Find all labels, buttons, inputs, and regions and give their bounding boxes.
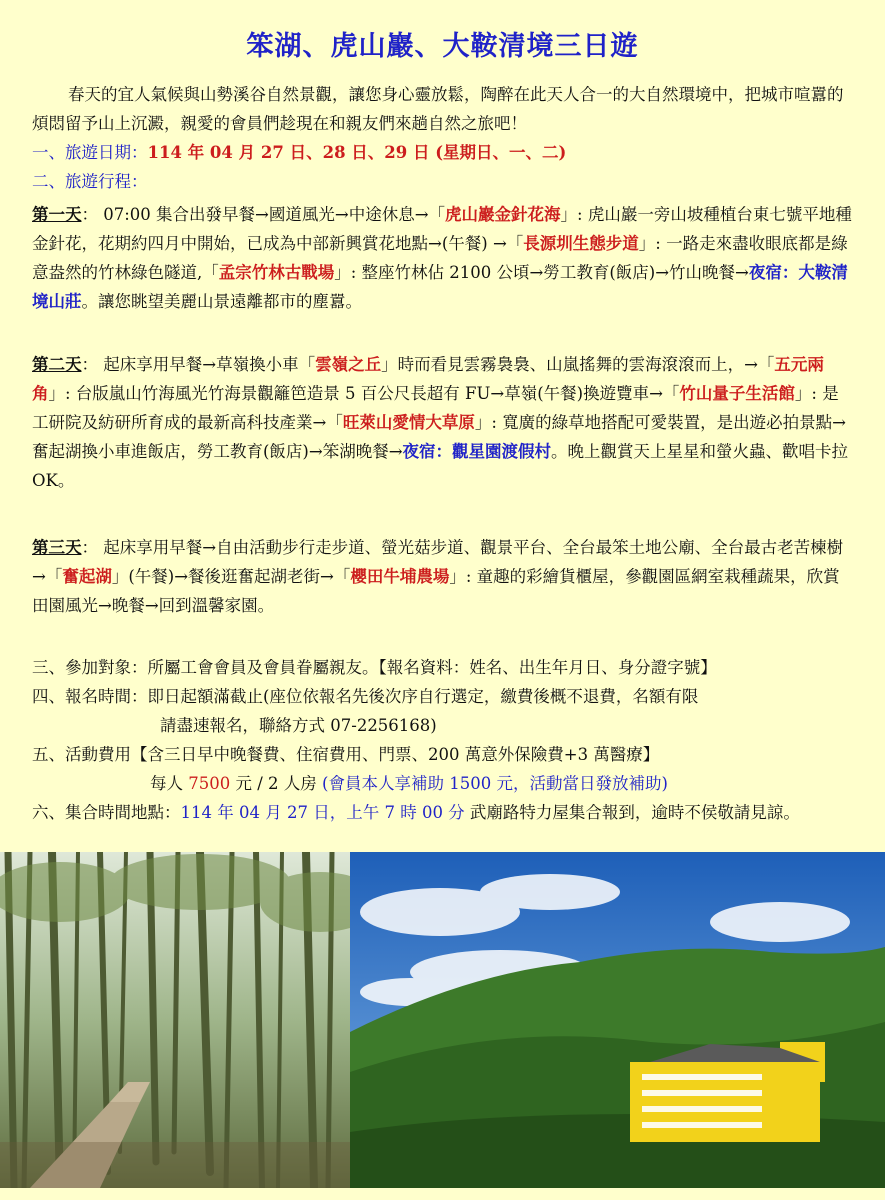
- day3-text-1: ： 起床享用早餐→自由活動步行走步道、螢光菇步道、觀景平台、全台最笨土地公廟、全台最古老苦楝樹→「: [32, 538, 844, 586]
- intro-paragraph: 春天的宜人氣候與山勢溪谷自然景觀，讓您身心靈放鬆，陶醉在此天人合一的大自然環境中，把城市喧囂的煩悶留予山上沉澱，親愛的會員們趁現在和親友們來趟自然之旅吧！: [32, 85, 844, 133]
- travel-date-label: 一、旅遊日期：: [32, 143, 148, 162]
- fee-line-1: 五、活動費用【含三日早中晚餐費、住宿費用、門票、200 萬意外保險費+3 萬醫療】: [32, 745, 660, 764]
- fee-prefix: 每人: [150, 774, 189, 793]
- registration-line-1: 四、報名時間：即日起額滿截止(座位依報名先後次序自行選定，繳費後概不退費，名額有限: [32, 687, 699, 706]
- day2-label: 第二天: [32, 355, 82, 374]
- day1-label: 第一天: [32, 205, 82, 224]
- details-block: [32, 653, 852, 827]
- day2-text-6: 。晚上觀賞天上星星和螢火蟲、歡唱卡拉 OK。: [32, 442, 849, 490]
- fee-note: (會員本人享補助 1500 元，活動當日發放補助): [322, 774, 668, 793]
- day1-lodging: 夜宿：大鞍清境山莊: [32, 263, 848, 311]
- meeting-time: 114 年 04 月 27 日，上午 7 時 00 分: [180, 803, 465, 822]
- day2-paragraph: [32, 350, 852, 495]
- day1-spot-1: 虎山巖金針花海: [445, 205, 561, 224]
- day3-block: [32, 533, 852, 620]
- travel-date-line: [32, 138, 852, 167]
- meeting-label: 六、集合時間地點：: [32, 803, 181, 822]
- day1-text-3: 」: 一路走來盡收眼底都是綠意盎然的竹林綠色隧道,「: [32, 234, 848, 282]
- meeting-place: 武廟路特力屋集合報到，逾時不侯敬請見諒。: [464, 803, 800, 822]
- mountain-hotel-photo: [350, 852, 885, 1188]
- day2-spot-3: 竹山量子生活館: [679, 384, 795, 403]
- day3-spot-1: 奮起湖: [62, 567, 112, 586]
- day1-text-4: 」: 整座竹林佔 2100 公頃→勞工教育(飯店)→竹山晚餐→: [334, 263, 749, 282]
- day2-text-3: 」: 台版嵐山竹海風光竹海景觀籬笆造景 5 百公尺長超有 FU→草嶺(午餐)換遊覽車→「: [48, 384, 680, 403]
- day2-lodging: 夜宿：觀星園渡假村: [402, 442, 552, 461]
- day3-text-2: 」(午餐)→餐後逛奮起湖老街→「: [111, 567, 351, 586]
- day3-paragraph: [32, 533, 852, 620]
- day3-text-3: 」: 童趣的彩繪貨櫃屋，參觀園區網室栽種蔬果，欣賞田園風光→晚餐→回到溫馨家園。: [32, 567, 840, 615]
- day1-paragraph: [32, 200, 852, 316]
- day1-block: [32, 200, 852, 316]
- day2-block: [32, 350, 852, 495]
- bamboo-forest-photo: [0, 852, 350, 1188]
- day2-text-1: ： 起床享用早餐→草嶺換小車「: [81, 355, 316, 374]
- day2-spot-2: 五元兩角: [32, 355, 824, 403]
- day1-text-1: ： 07:00 集合出發早餐→國道風光→中途休息→「: [81, 205, 446, 224]
- day1-spot-3: 孟宗竹林古戰場: [218, 263, 335, 282]
- day2-spot-4: 旺萊山愛情大草原: [342, 413, 475, 432]
- page-title: 笨湖、虎山巖、大鞍清境三日遊: [246, 31, 639, 62]
- fee-price: 7500: [188, 774, 231, 793]
- day3-spot-2: 櫻田牛埔農場: [350, 567, 450, 586]
- itinerary-heading: 二、旅遊行程：: [32, 172, 148, 191]
- meeting-line: [32, 798, 852, 827]
- fee-line-2: [32, 769, 852, 798]
- fee-mid: 元 / 2 人房: [230, 774, 323, 793]
- participants-line: 三、參加對象：所屬工會會員及會員眷屬親友。【報名資料：姓名、出生年月日、身分證字號】: [32, 658, 717, 677]
- day1-spot-2: 長源圳生態步道: [523, 234, 639, 253]
- day3-label: 第三天: [32, 538, 82, 557]
- day1-text-2: 」: 虎山巖一旁山坡種植台東七號平地種金針花，花期約四月中開始，已成為中部新興賞花地點→(午餐) →「: [32, 205, 852, 253]
- travel-date-value: 114 年 04 月 27 日、28 日、29 日 (星期日、一、二): [147, 143, 567, 162]
- day2-text-2: 」時而看見雲霧裊裊、山嵐搖舞的雲海滾滾而上，→「: [381, 355, 775, 374]
- registration-line-2: 請盡速報名，聯絡方式 07-2256168): [160, 716, 437, 735]
- day2-text-4: 」: 是工研院及紡研所育成的最新高科技產業→「: [32, 384, 839, 432]
- day1-text-5: 。讓您眺望美麗山景遠離都市的塵囂。: [81, 292, 362, 311]
- day2-spot-1: 雲嶺之丘: [315, 355, 382, 374]
- intro-block: [32, 80, 852, 196]
- day2-text-5: 」: 寬廣的綠草地搭配可愛裝置，是出遊必拍景點→奮起湖換小車進飯店，勞工教育(飯店)→笨湖晚餐→: [32, 413, 846, 461]
